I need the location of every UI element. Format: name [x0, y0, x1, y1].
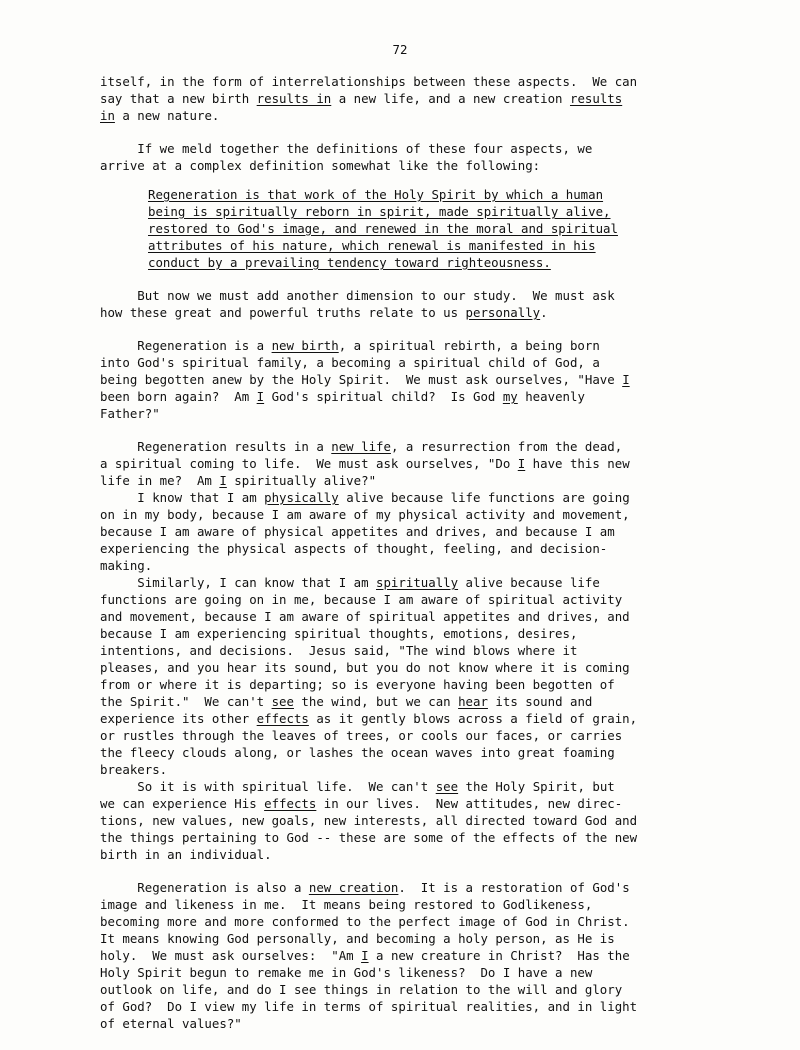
text-line	[100, 847, 272, 864]
text-line	[100, 897, 592, 914]
text-line	[148, 238, 596, 255]
text-segment: Similarly, I can know that I am	[100, 575, 377, 590]
text-segment: So it is with spiritual life. We can't	[100, 779, 436, 794]
text-line	[100, 108, 219, 125]
text-segment: in our lives. New attitudes, new direc-	[316, 796, 623, 811]
text-segment: from or where it is departing; so is everyone having been begotten of	[100, 677, 615, 692]
text-segment: the Holy Spirit, but	[458, 779, 615, 794]
underlined-text: new creation	[308, 880, 399, 895]
text-segment: God's spiritual child? Is God	[264, 389, 503, 404]
text-line	[100, 948, 630, 965]
text-line	[100, 473, 376, 490]
text-line	[148, 187, 603, 204]
underlined-text: my	[502, 389, 518, 404]
text-segment: itself, in the form of interrelationships between these aspects. We can	[100, 74, 638, 89]
text-line	[100, 965, 592, 982]
text-segment: of God? Do I view my life in terms of spiritual realities, and in light	[100, 999, 638, 1014]
underlined-text: new birth	[271, 338, 339, 353]
text-segment: have this new	[525, 456, 630, 471]
underlined-text: effects	[264, 796, 317, 811]
text-segment: becoming more and more conformed to the perfect image of God in Christ.	[100, 914, 630, 929]
text-line	[100, 490, 630, 507]
text-line	[100, 677, 615, 694]
underlined-text: spiritually	[376, 575, 459, 590]
underlined-text: see	[435, 779, 459, 794]
text-segment: Regeneration results in a	[100, 439, 332, 454]
underlined-text: see	[271, 694, 294, 709]
text-segment: , a resurrection from the dead,	[390, 439, 623, 454]
text-line	[100, 158, 540, 175]
text-segment: spiritually alive?"	[226, 473, 377, 488]
text-segment: But now we must add another dimension to our study. We must ask	[100, 288, 615, 303]
underlined-text: in	[100, 108, 115, 123]
text-segment: holy. We must ask ourselves: "Am	[100, 948, 362, 963]
underlined-text: Regeneration is that work of the Holy Spirit by which a human	[148, 187, 604, 202]
text-segment: how these great and powerful truths relate to us	[100, 305, 466, 320]
text-line	[100, 880, 630, 897]
text-line	[148, 221, 618, 238]
underlined-text: I	[219, 473, 227, 488]
text-segment: the wind, but we can	[293, 694, 459, 709]
text-line	[100, 711, 637, 728]
underlined-text: effects	[256, 711, 309, 726]
text-segment: on in my body, because I am aware of my physical activity and movement,	[100, 507, 630, 522]
text-segment: the fleecy clouds along, or lashes the ocean waves into great foaming	[100, 745, 615, 760]
text-line	[100, 439, 622, 456]
text-line	[100, 931, 615, 948]
text-line	[100, 999, 637, 1016]
text-segment: because I am aware of physical appetites and drives, and because I am	[100, 524, 615, 539]
text-segment: as it gently blows across a field of grain,	[308, 711, 638, 726]
text-segment: been born again? Am	[100, 389, 257, 404]
text-segment: Holy Spirit begun to remake me in God's likeness? Do I have a new	[100, 965, 593, 980]
text-segment: arrive at a complex definition somewhat like the following:	[100, 158, 541, 173]
text-line	[100, 372, 630, 389]
underlined-text: results	[569, 91, 623, 106]
underlined-text: restored to God's image, and renewed in the moral and spiritual	[148, 221, 618, 236]
text-segment: image and likeness in me. It means being restored to Godlikeness,	[100, 897, 593, 912]
text-segment: or rustles through the leaves of trees, or cools our faces, or carries	[100, 728, 623, 743]
text-segment: a new creature in Christ? Has the	[368, 948, 630, 963]
text-segment: functions are going on in me, because I am aware of spiritual activity	[100, 592, 623, 607]
text-segment: .	[540, 305, 548, 320]
text-line	[100, 779, 615, 796]
text-segment: birth in an individual.	[100, 847, 272, 862]
text-line	[100, 745, 615, 762]
text-segment: say that a new birth	[100, 91, 257, 106]
text-segment: we can experience His	[100, 796, 265, 811]
text-line	[100, 830, 637, 847]
text-line	[100, 338, 600, 355]
text-line	[100, 406, 160, 423]
text-line	[100, 91, 622, 108]
underlined-text: being is spiritually reborn in spirit, made spiritually alive,	[148, 204, 611, 219]
text-line	[100, 575, 600, 592]
text-line	[100, 762, 167, 779]
text-segment: because I am experiencing spiritual thoughts, emotions, desires,	[100, 626, 578, 641]
text-segment: breakers.	[100, 762, 168, 777]
text-line	[100, 643, 577, 660]
text-segment: Regeneration is also a	[100, 880, 309, 895]
text-line	[100, 982, 622, 999]
text-segment: into God's spiritual family, a becoming a spiritual child of God, a	[100, 355, 600, 370]
underlined-text: I	[517, 456, 526, 471]
text-line	[148, 204, 611, 221]
text-line	[100, 507, 630, 524]
text-segment: Regeneration is a	[100, 338, 272, 353]
text-segment: alive because life functions are going	[338, 490, 630, 505]
text-line	[100, 305, 548, 322]
underlined-text: I	[256, 389, 265, 404]
text-segment: being begotten anew by the Holy Spirit. We must ask ourselves, "Have	[100, 372, 623, 387]
page-number: 72	[392, 42, 408, 57]
text-segment: and movement, because I am aware of spiritual appetites and drives, and	[100, 609, 630, 624]
text-segment: heavenly	[517, 389, 585, 404]
text-line	[100, 660, 630, 677]
text-segment: tions, new values, new goals, new interests, all directed toward God and	[100, 813, 638, 828]
text-line	[100, 914, 630, 931]
underlined-text: I	[622, 372, 630, 387]
text-segment: experiencing the physical aspects of thought, feeling, and decision-	[100, 541, 608, 556]
text-segment: I know that I am	[100, 490, 265, 505]
underlined-text: physically	[264, 490, 339, 505]
text-segment: experience its other	[100, 711, 257, 726]
text-line	[100, 728, 622, 745]
underlined-text: personally	[465, 305, 541, 320]
text-segment: the Spirit." We can't	[100, 694, 272, 709]
text-line	[100, 626, 577, 643]
text-line	[100, 609, 630, 626]
text-line	[148, 255, 551, 272]
underlined-text: results in	[256, 91, 332, 106]
text-segment: a new life, and a new creation	[331, 91, 570, 106]
underlined-text: hear	[458, 694, 488, 709]
text-segment: If we meld together the definitions of these four aspects, we	[100, 141, 593, 156]
text-segment: life in me? Am	[100, 473, 220, 488]
underlined-text: I	[361, 948, 369, 963]
text-segment: Father?"	[100, 406, 160, 421]
text-line	[100, 389, 585, 406]
text-segment: making.	[100, 558, 153, 573]
text-line	[100, 813, 637, 830]
text-line	[100, 141, 592, 158]
text-segment: It means knowing God personally, and becoming a holy person, as He is	[100, 931, 615, 946]
text-line	[100, 74, 637, 91]
underlined-text: conduct by a prevailing tendency toward righteousness.	[148, 255, 551, 270]
underlined-text: new life	[331, 439, 391, 454]
text-segment: a new nature.	[114, 108, 220, 123]
text-line	[100, 541, 607, 558]
text-segment: its sound and	[487, 694, 593, 709]
text-segment: of eternal values?"	[100, 1016, 242, 1031]
text-line	[100, 456, 630, 473]
text-segment: , a spiritual rebirth, a being born	[338, 338, 600, 353]
text-line	[100, 796, 622, 813]
text-line	[100, 694, 592, 711]
text-segment: alive because life	[458, 575, 600, 590]
text-segment: pleases, and you hear its sound, but you do not know where it is coming	[100, 660, 630, 675]
text-line	[100, 592, 622, 609]
underlined-text: attributes of his nature, which renewal is manifested in his	[148, 238, 596, 253]
text-line	[100, 288, 615, 305]
text-line	[100, 558, 152, 575]
text-line	[100, 524, 615, 541]
text-line	[100, 355, 600, 372]
text-segment: outlook on life, and do I see things in relation to the will and glory	[100, 982, 623, 997]
text-segment: . It is a restoration of God's	[398, 880, 630, 895]
text-segment: a spiritual coming to life. We must ask ourselves, "Do	[100, 456, 518, 471]
text-segment: the things pertaining to God -- these are some of the effects of the new	[100, 830, 638, 845]
text-segment: intentions, and decisions. Jesus said, "The wind blows where it	[100, 643, 578, 658]
text-line	[100, 1016, 242, 1033]
